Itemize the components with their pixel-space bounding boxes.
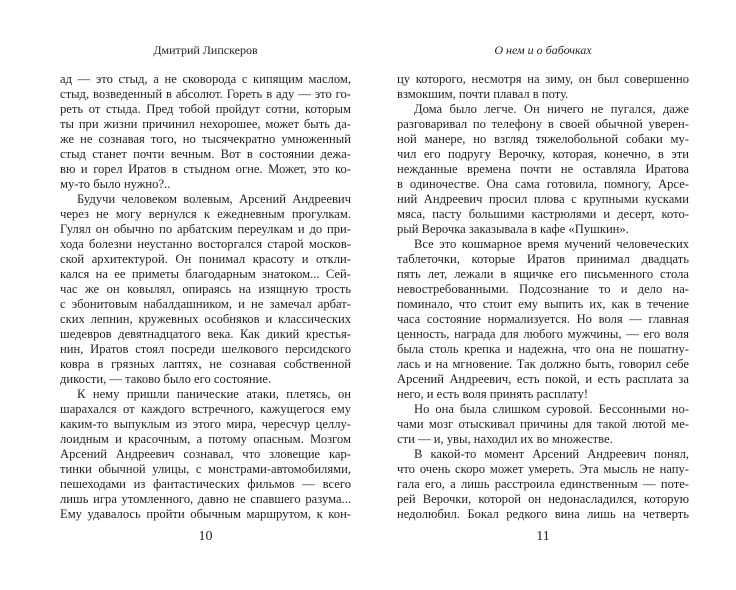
text-line: ценность, награда для любого мужчины, — его воля — [397, 327, 689, 341]
text-line: сти — и, увы, находил их во множестве. — [397, 432, 613, 446]
text-line: поминало, что стоит ему выпить их, как в течение — [397, 297, 689, 311]
text-line: Ему удавалось пройти обычным маршрутом, к кон- — [60, 507, 351, 521]
text-line: невостребованными. Подсознание то и дело на- — [397, 282, 689, 296]
text-line: хода болезни неустанно восторгался старой москов- — [60, 237, 351, 251]
text-line: Гулял он обычно по арбатским переулкам и до при- — [60, 222, 351, 236]
text-line: му-то было нужно?.. — [60, 177, 171, 191]
text-line: часа состояние нормализуется. Но воля — главная — [397, 312, 689, 326]
text-line: ских лепнин, кружевных особняков и классических — [60, 312, 351, 326]
text-line: с эбонитовым набалдашником, и не замечал арбат- — [60, 297, 351, 311]
text-line: цу которого, несмотря на зиму, он был совершенно — [397, 72, 689, 86]
text-line: же не сознавая того, но тысячекратно умноженный — [60, 132, 351, 146]
text-line: ты при жизни причинил нехорошее, может быть да- — [60, 117, 351, 131]
text-line: рый Верочка заказывала в кафе «Пушкин». — [397, 222, 629, 236]
page-number: 11 — [536, 529, 550, 544]
text-line: разговаривал по телефону в своей обычной уверен- — [397, 117, 689, 131]
running-head-author: Дмитрий Липскеров — [153, 43, 258, 57]
text-line: Арсений Андреевич сознавал, что зловещие кар- — [60, 447, 351, 461]
text-line: лишь игра утомленного, давно не спавшего разума... — [60, 492, 351, 506]
text-line: В какой-то момент Арсений Андреевич понял, — [414, 447, 689, 461]
text-line: ковра в грязных лаптях, не сознавая собственной — [60, 357, 351, 371]
page-number: 10 — [198, 529, 213, 544]
text-line: дикости, — таково было его состояние. — [60, 372, 272, 386]
text-line: Но она была слишком суровой. Бессонными но- — [414, 402, 689, 416]
text-line: пешеходами из фантастических фильмов — всего — [60, 477, 351, 491]
text-line: ад — это стыд, а не сковорода с кипящим маслом, — [60, 72, 351, 86]
text-line: Арсений Андреевич, есть покой, и есть расплата за — [397, 372, 689, 386]
text-line: час же он ковылял, опираясь на изящную трость — [60, 282, 351, 296]
text-line: через не могу вернулся к ежедневным прогулкам. — [60, 207, 351, 221]
text-line: гала его, а лишь расстроила единственным — поте- — [397, 477, 689, 491]
text-line: лоидным и красочным, а потому опасным. Мозгом — [60, 432, 351, 446]
text-line: кался на ее приметы благодарным знатоком... Сей- — [60, 267, 351, 281]
running-head-title: О нем и о бабочках — [494, 43, 592, 57]
left-page — [60, 0, 351, 590]
text-line: стыд станет почти вечным. Вот в состоянии дежа- — [60, 147, 351, 161]
text-line: взмокшим, почти плавал в поту. — [397, 87, 569, 101]
text-line: таблеточки, которые Иратов принимал двадцать — [397, 252, 689, 266]
text-line: шедевров девятнадцатого века. Как дикий крестья- — [60, 327, 351, 341]
text-line: каким-то выпуклым из этого мира, чересчур целлу- — [60, 417, 351, 431]
text-line: ной манере, но взгляд тяжелобольной собаки му- — [397, 132, 689, 146]
text-line: чил его подругу Верочку, которая, конечно, в эти — [397, 147, 689, 161]
text-line: стыд, возведенный в абсолют. Гореть в аду — это го- — [60, 87, 351, 101]
right-page — [397, 0, 689, 590]
text-line: Дома было легче. Он ничего не пугался, даже — [414, 102, 689, 116]
page-body-text — [397, 72, 689, 522]
text-line: недолюбил. Бокал редкого вина лишь на четверть — [397, 507, 689, 521]
text-line: лась и на мгновение. Так должно быть, говорил себе — [397, 357, 689, 371]
text-line: К нему пришли панические атаки, плетясь, он — [77, 387, 351, 401]
text-line: него, и есть воля принять расплату! — [397, 387, 589, 401]
text-line: Все это кошмарное время мучений человеческих — [414, 237, 689, 251]
page-body-text — [60, 72, 351, 522]
text-line: пять лет, лежали в ящичке его письменного стола — [397, 267, 689, 281]
text-line: рей Верочки, которой он недонасладился, которую — [397, 492, 689, 506]
text-line: нежданные времена почти не оставляла Иратова — [397, 162, 689, 176]
text-line: реть от стыда. Пред тобой пройдут сотни, которым — [60, 102, 351, 116]
text-line: чами мозг отыскивал причины для такой лютой ме- — [397, 417, 689, 431]
text-line: Будучи человеком волевым, Арсений Андреевич — [77, 192, 351, 206]
text-line: была столь крепка и надежна, что она не пошатну- — [397, 342, 689, 356]
text-line: ний Андреевич просил плова с крупными кусками — [397, 192, 689, 206]
text-line: в одиночестве. Она сама готовила, помногу, Арсе- — [397, 177, 689, 191]
text-line: вю и горел Иратов в стыдном огне. Может, это ко- — [60, 162, 351, 176]
text-line: ской архитектурой. Он понимал красоту и откли- — [60, 252, 351, 266]
text-line: что очень скоро может умереть. Эта мысль не напу- — [397, 462, 689, 476]
text-line: нин, Иратов стоял посреди шелкового персидского — [60, 342, 351, 356]
text-line: тинки обычной улицы, с монстрами-автомобилями, — [60, 462, 351, 476]
text-line: мяса, пасту большими кастрюлями и десерт, кото- — [397, 207, 689, 221]
text-line: шарахался от каждого встречного, кажущегося ему — [60, 402, 351, 416]
